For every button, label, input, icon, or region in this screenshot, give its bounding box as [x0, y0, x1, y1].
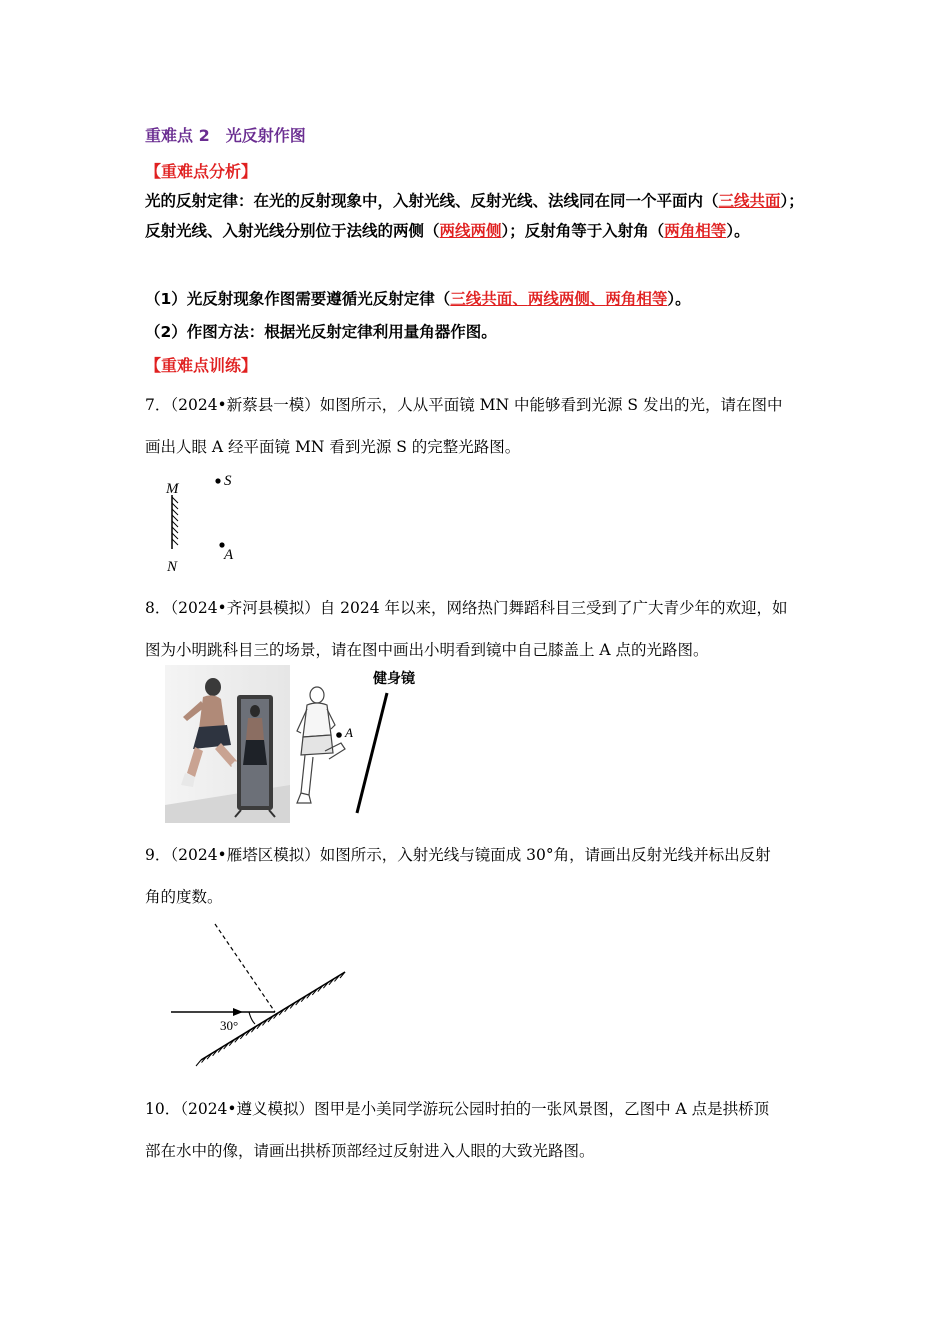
- question-9-line-2: 角的度数。: [145, 888, 223, 906]
- knee-point-a: [336, 732, 342, 738]
- fig8-label-a: A: [345, 725, 353, 740]
- question-7-line-1: 7．（2024•新蔡县一模）如图所示，人从平面镜 MN 中能够看到光源 S 发出的光，请在图中: [145, 396, 783, 414]
- question-10: [145, 1094, 825, 1166]
- reflection-law-paragraph: [145, 186, 810, 246]
- point-2: （2）作图方法：根据光反射定律利用量角器作图。: [145, 323, 497, 341]
- section-title-number: 重难点 2: [145, 126, 210, 145]
- point-1-sep-2: 、: [589, 290, 606, 308]
- training-header: 【重难点训练】: [145, 356, 258, 375]
- label-n: N: [167, 559, 178, 575]
- label-m: M: [166, 481, 179, 497]
- angle-arc: [249, 1012, 255, 1024]
- question-9-line-1: 9．（2024•雁塔区模拟）如图所示，入射光线与镜面成 30°角，请画出反射光线并标出反射: [145, 846, 771, 864]
- question-7: [145, 390, 825, 462]
- point-1-highlight-1: 三线共面: [450, 290, 513, 308]
- mirror-hatching: [172, 497, 178, 545]
- section-title-text: 光反射作图: [225, 126, 306, 145]
- gym-mirror-label: 健身镜: [373, 671, 415, 687]
- hatch-mark: [196, 1060, 201, 1066]
- question-9: [145, 840, 825, 912]
- figure-8-dance-photo: [165, 665, 425, 823]
- label-a: A: [224, 547, 234, 563]
- label-s: S: [224, 473, 232, 489]
- figure-7-mirror-diagram: [160, 465, 250, 577]
- law-text-1: 光的反射定律：在光的反射现象中，入射光线、反射光线、法线同在同一个平面内（: [145, 192, 719, 210]
- law-text-3: ）；反射角等于入射角（: [501, 222, 665, 240]
- law-highlight-equal-angles: 两角相等: [664, 222, 727, 240]
- sketch-person: [297, 687, 345, 803]
- point-1: [145, 287, 825, 311]
- law-highlight-coplanar: 三线共面: [718, 192, 781, 210]
- angle-label-30: 30°: [220, 1018, 239, 1033]
- light-source-s-point: [215, 478, 220, 483]
- incident-ray-arrow: [233, 1008, 243, 1016]
- point-1-text-a: （1）光反射现象作图需要遵循光反射定律（: [145, 290, 451, 308]
- figure-9-reflection-diagram: [165, 920, 355, 1070]
- point-1-highlight-2: 两线两侧: [527, 290, 590, 308]
- section-title: [145, 123, 306, 146]
- normal-dashed-line: [215, 924, 275, 1012]
- point-1-highlight-3: 两角相等: [605, 290, 668, 308]
- point-1-sep-1: 、: [512, 290, 528, 308]
- law-text-2: ）；反射光线、入射光线分别位于法线的两侧（: [145, 192, 804, 240]
- law-highlight-two-sides: 两线两侧: [439, 222, 502, 240]
- question-10-line-2: 部在水中的像，请画出拱桥顶部经过反射进入人眼的大致光路图。: [145, 1142, 595, 1160]
- question-8: [145, 593, 825, 665]
- question-10-line-1: 10．（2024•遵义模拟）图甲是小美同学游玩公园时拍的一张风景图，乙图中 A 点是拱桥顶: [145, 1100, 770, 1118]
- analysis-header: 【重难点分析】: [145, 162, 258, 181]
- law-text-4: ）。: [726, 222, 750, 240]
- question-8-line-2: 图为小明跳科目三的场景，请在图中画出小明看到镜中自己膝盖上 A 点的光路图。: [145, 641, 709, 659]
- point-1-text-b: ）。: [667, 290, 691, 308]
- mirror-surface-hatching: [196, 972, 345, 1066]
- gym-mirror-line: [357, 693, 387, 813]
- question-8-line-1: 8．（2024•齐河县模拟）自 2024 年以来，网络热门舞蹈科目三受到了广大青少年的欢迎，如: [145, 599, 788, 617]
- question-7-line-2: 画出人眼 A 经平面镜 MN 看到光源 S 的完整光路图。: [145, 438, 521, 456]
